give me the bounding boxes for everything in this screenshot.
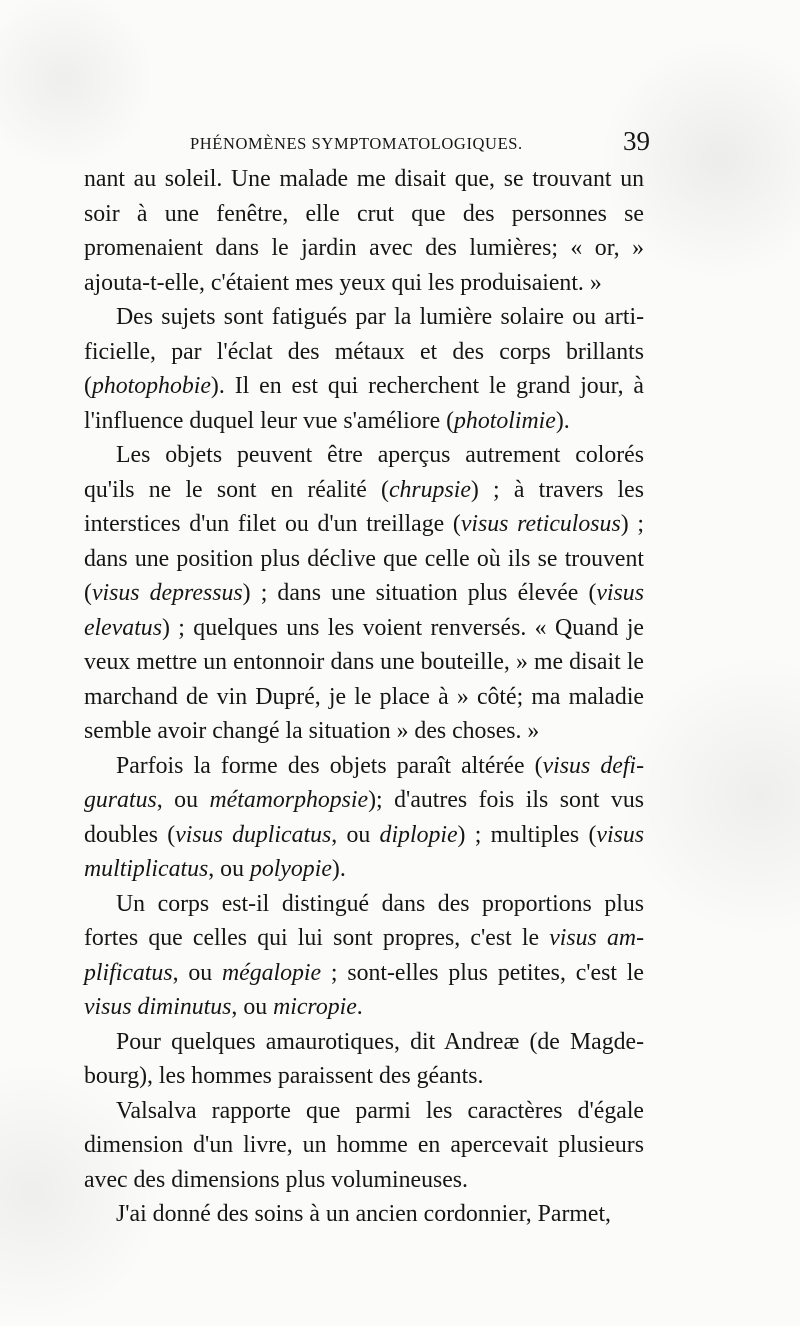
term-visus-diminutus: visus diminutus: [84, 994, 232, 1020]
term-chrupsie: chrupsie: [388, 476, 471, 503]
paragraph-3-text-d: ) ; dans une situation plus élevée (: [242, 580, 597, 606]
paragraph-5-text-a: Un corps est-il distingué dans des proportions plus fortes que celles qui lui sont propres, c'est le: [84, 890, 644, 951]
term-metamorphopsie: métamorphopsie: [209, 787, 369, 813]
term-polyopie: polyopie: [249, 856, 332, 882]
paragraph-2-text-b: ). Il en est qui recherchent le grand jour, à l'influence duquel leur vue s'améliore (: [84, 373, 644, 434]
paragraph-5-text-b: , ou: [172, 959, 222, 986]
paragraph-4-text-g: ).: [331, 856, 346, 882]
paragraph-2: [84, 300, 644, 438]
paragraph-4-text-f: , ou: [208, 856, 250, 882]
body-text: [84, 162, 644, 1232]
paragraph-4-text-a: Parfois la forme des objets paraît altérée (: [116, 752, 543, 779]
paragraph-2-text-c: ).: [555, 407, 570, 434]
term-photolimie: photolimie: [454, 407, 556, 434]
term-visus-multiplicatus: visus multiplicatus: [84, 821, 644, 882]
paragraph-3-text-b: ) ; à travers les interstices d'un filet ou d'un treillage (: [84, 476, 644, 537]
term-diplopie: diplopie: [379, 821, 458, 848]
term-visus-amplificatus: visus amplificatus: [84, 925, 644, 986]
paragraph-3-text-a: Les objets peuvent être aperçus autrement colorés qu'ils ne le sont en réalité (: [84, 442, 644, 503]
paragraph-3-text-c: ) ; dans une position plus déclive que celle où ils se trouvent (: [84, 511, 644, 606]
paragraph-1: [84, 162, 644, 300]
paragraph-4-text-d: , ou: [331, 821, 380, 848]
paragraph-6: [84, 1025, 644, 1094]
paragraph-8: [84, 1197, 644, 1232]
paragraph-2-text-a: Des sujets sont fatigués par la lumière solaire ou artificielle, par l'éclat des métaux et des corps brillants (: [84, 304, 644, 399]
term-visus-elevatus: visus elevatus: [84, 580, 644, 641]
paragraph-6-text: Pour quelques amaurotiques, dit Andreæ (de Magdebourg), les hommes paraissent des géants.: [84, 1028, 644, 1089]
paragraph-4-text-e: ) ; multiples (: [457, 821, 597, 848]
paragraph-5-text-d: , ou: [231, 994, 274, 1020]
term-visus-defiguratus: visus defiguratus: [84, 752, 644, 813]
term-visus-reticulosus: visus reticulosus: [460, 511, 621, 537]
paragraph-3-text-e: ) ; quelques uns les voient renversés. « Quand je veux mettre un entonnoir dans une bouteille, » me disait le marchand de vin Dupré, je le place à » côté; ma maladie semble avoir changé la situation » des choses. »: [84, 614, 644, 744]
term-photophobie: photophobie: [91, 373, 211, 399]
paragraph-7-text: Valsalva rapporte que parmi les caractères d'égale dimension d'un livre, un homme en apercevait plusieurs avec des dimensions plus volumineuses.: [84, 1097, 644, 1193]
paragraph-8-text: J'ai donné des soins à un ancien cordonnier, Parmet,: [116, 1201, 612, 1227]
page-header: [190, 124, 650, 160]
paragraph-5-text-e: .: [356, 994, 363, 1020]
paragraph-7: [84, 1094, 644, 1198]
term-megalopie: mégalopie: [221, 959, 322, 986]
term-visus-duplicatus: visus duplicatus: [175, 821, 332, 848]
page-number: 39: [623, 126, 650, 156]
paragraph-4: [84, 749, 644, 887]
paragraph-3: [84, 438, 644, 749]
running-title: PHÉNOMÈNES SYMPTOMATOLOGIQUES.: [190, 134, 523, 153]
term-micropie: micropie: [273, 994, 357, 1020]
paragraph-4-text-b: , ou: [156, 787, 210, 813]
paragraph-4-text-c: ); d'autres fois ils sont vus doubles (: [84, 787, 644, 848]
paragraph-5-text-c: ; sont-elles plus petites, c'est le: [321, 959, 644, 986]
paragraph-1-text: nant au soleil. Une malade me disait que, se trouvant un soir à une fenêtre, elle crut que des personnes se promenaient dans le jardin avec des lumières; « or, » ajouta-t-elle, c'étaient mes yeux qui les produisaient. »: [84, 166, 644, 296]
term-visus-depressus: visus depressus: [91, 580, 243, 606]
paragraph-5: [84, 887, 644, 1025]
